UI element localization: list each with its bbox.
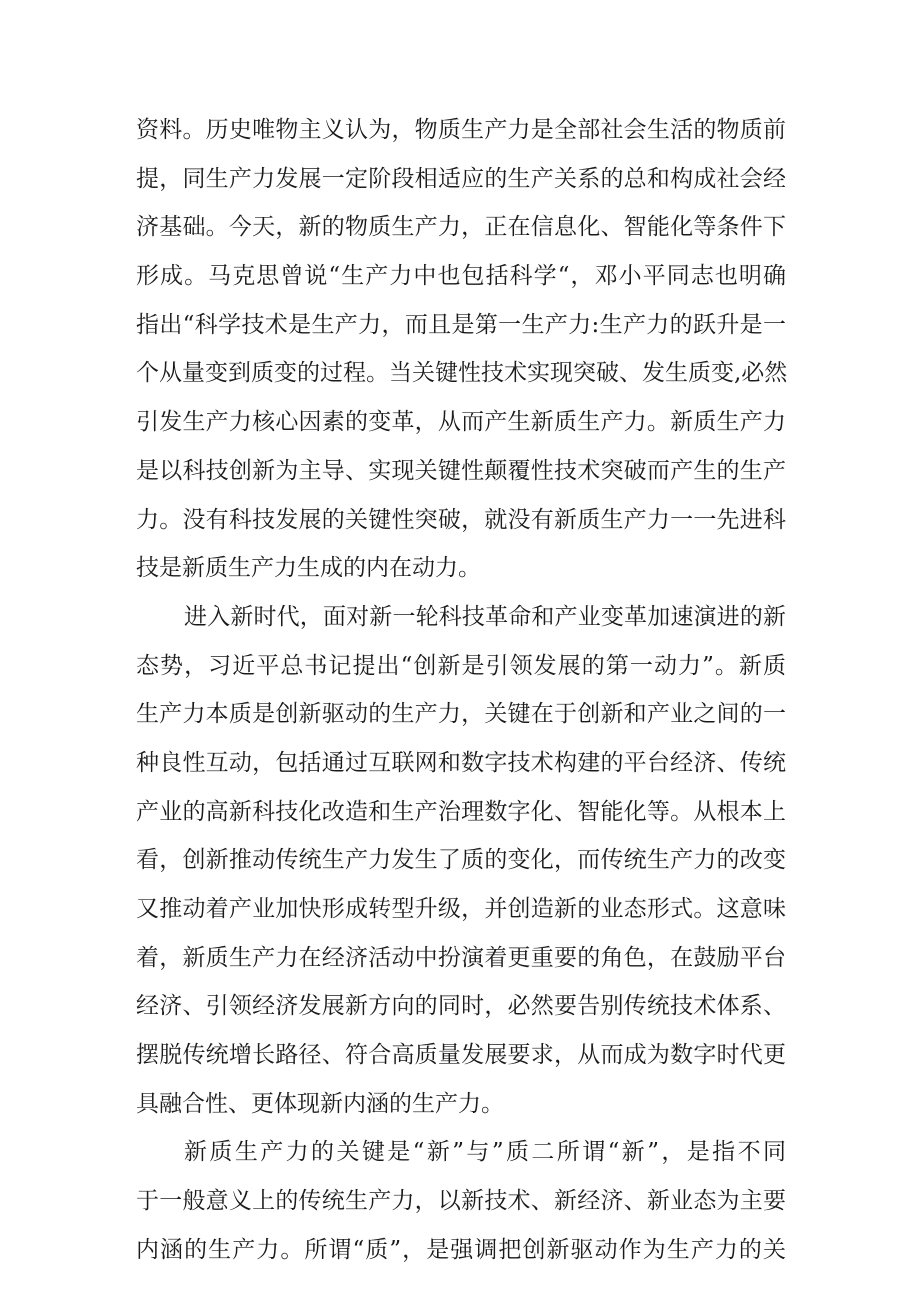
body-text xyxy=(136,106,786,1275)
text-line: 新质生产力的关键是“新”与”质二所谓“新”，是指不同 xyxy=(184,1139,786,1166)
text-line: 产业的高新科技化改造和生产治理数字化、智能化等。从根本上 xyxy=(136,798,786,825)
text-line: 具融合性、更体现新内涵的生产力。 xyxy=(136,1090,504,1117)
paragraph-3 xyxy=(136,1128,786,1274)
text-line: 于一般意义上的传统生产力，以新技术、新经济、新业态为主要 xyxy=(136,1188,786,1215)
text-line: 力。没有科技发展的关键性突破，就没有新质生产力一一先进科 xyxy=(136,506,786,533)
text-line: 济基础。今天，新的物质生产力，正在信息化、智能化等条件下 xyxy=(136,214,786,241)
text-line: 技是新质生产力生成的内在动力。 xyxy=(136,555,481,582)
text-line: 摆脱传统增长路径、符合高质量发展要求，从而成为数字时代更 xyxy=(136,1042,786,1069)
text-line: 指出“科学技术是生产力，而且是第一生产力:生产力的跃升是一 xyxy=(136,311,786,338)
text-line: 形成。马克思曾说“生产力中也包括科学“，邓小平同志也明确 xyxy=(136,263,786,290)
text-line: 资料。历史唯物主义认为，物质生产力是全部社会生活的物质前 xyxy=(136,117,786,143)
text-line: 内涵的生产力。所谓“质”，是强调把创新驱动作为生产力的关 xyxy=(136,1236,786,1263)
paragraph-2 xyxy=(136,593,786,1129)
paragraph-1 xyxy=(136,106,786,593)
text-line: 生产力本质是创新驱动的生产力，关键在于创新和产业之间的一 xyxy=(136,701,786,728)
text-line: 引发生产力核心因素的变革，从而产生新质生产力。新质生产力 xyxy=(136,409,786,436)
text-line: 经济、引领经济发展新方向的同时，必然要告别传统技术体系、 xyxy=(136,993,786,1020)
text-line: 着，新质生产力在经济活动中扮演着更重要的角色，在鼓励平台 xyxy=(136,944,786,971)
text-line: 个从量变到质变的过程。当关键性技术实现突破、发生质变,必然 xyxy=(136,360,788,387)
text-line: 提，同生产力发展一定阶段相适应的生产关系的总和构成社会经 xyxy=(136,165,786,192)
text-line: 是以科技创新为主导、实现关键性颠覆性技术突破而产生的生产 xyxy=(136,457,786,484)
text-line: 看，创新推动传统生产力发生了质的变化，而传统生产力的改变 xyxy=(136,847,786,874)
text-line: 种良性互动，包括通过互联网和数字技术构建的平台经济、传统 xyxy=(136,749,786,776)
text-line: 态势，习近平总书记提出“创新是引领发展的第一动力”。新质 xyxy=(136,652,786,679)
text-line: 进入新时代，面对新一轮科技革命和产业变革加速演进的新 xyxy=(184,603,786,630)
text-line: 又推动着产业加快形成转型升级，并创造新的业态形式。这意味 xyxy=(136,896,786,922)
